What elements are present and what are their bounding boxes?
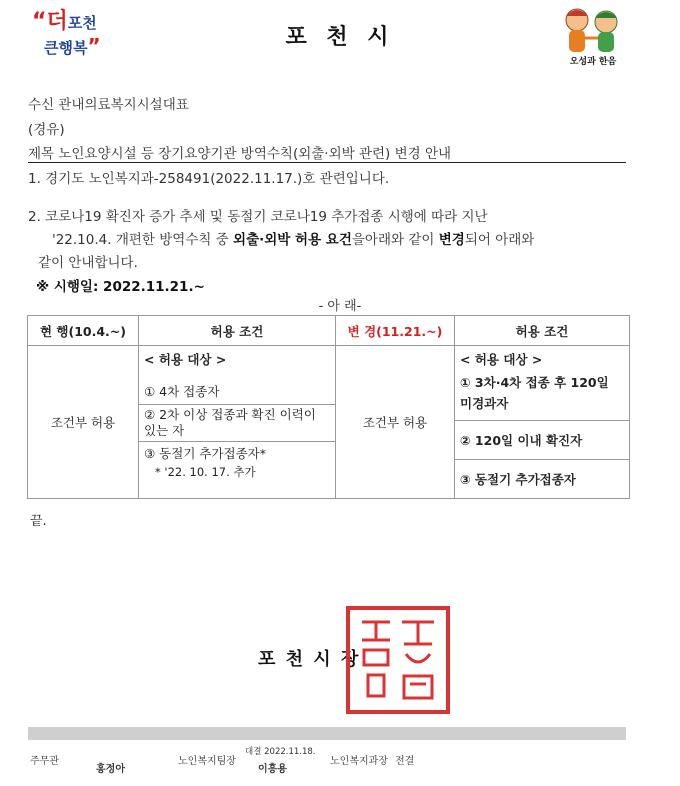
drafter-name: 홍정아	[96, 764, 125, 775]
subject: 제목 노인요양시설 등 장기요양기관 방역수칙(외출·외박 관련) 변경 안내	[28, 146, 452, 162]
drafter-role: 주무관	[30, 756, 59, 767]
header-changed: 변 경(11.21.~)	[336, 316, 455, 346]
condition-table	[27, 315, 630, 499]
approval-stamp: 대결 2022.11.18.	[245, 747, 316, 757]
quote-mark-close: ”	[87, 34, 101, 58]
changed-status: 조건부 허용	[336, 346, 455, 499]
effective-date: ※ 시행일: 2022.11.21.~	[36, 279, 205, 295]
current-item-2: ② 2차 이상 접종과 확진 이력이 있는 자	[139, 405, 335, 442]
current-target-label: < 허용 대상 >	[144, 352, 227, 367]
current-item-1: ① 4차 접종자	[139, 372, 335, 405]
new-target-label: < 허용 대상 >	[460, 352, 543, 367]
recipient: 수신 관내의료복지시설대표	[28, 97, 189, 113]
logo-text-3: 큰행복	[44, 39, 88, 57]
header-condition-2: 허용 조건	[455, 316, 630, 346]
document-title: 포 천 시	[285, 25, 395, 50]
item-2-text-e: 되어 아래와	[464, 232, 535, 248]
lead-role: 노인복지팀장	[178, 756, 236, 767]
lead-name: 이흥용	[258, 764, 287, 775]
header-condition-1: 허용 조건	[139, 316, 336, 346]
chief-status: 전결	[395, 756, 415, 767]
header-current: 현 행(10.4.~)	[28, 316, 139, 346]
current-conditions	[139, 346, 336, 499]
signer-title: 포 천 시 장	[258, 649, 361, 670]
new-item-1: ① 3차·4차 접종 후 120일 미경과자	[455, 370, 629, 421]
new-conditions	[455, 346, 630, 499]
current-item-3: ③ 동절기 추가접종자*	[144, 446, 267, 461]
via: (경유)	[28, 122, 65, 138]
mascot-caption: 오성과 한음	[569, 57, 617, 67]
item-2-text-a: '22.10.4. 개편한 방역수칙 중	[52, 232, 234, 248]
current-status: 조건부 허용	[28, 346, 139, 499]
chief-role: 노인복지과장	[330, 756, 388, 767]
end-mark: 끝.	[30, 514, 47, 529]
footer-bar	[28, 727, 626, 740]
item-1: 1. 경기도 노인복지과-258491(2022.11.17.)호 관련입니다.	[28, 171, 390, 187]
item-2	[28, 206, 630, 275]
item-2-bold-b: 변경	[438, 232, 465, 248]
logo-text-2: 포천	[67, 14, 97, 32]
item-2-line2	[28, 229, 630, 252]
logo-text-1: 더	[46, 9, 68, 34]
below-heading: - 아 래-	[318, 299, 362, 314]
divider	[28, 162, 626, 163]
official-seal-icon	[346, 606, 450, 714]
new-item-3: ③ 동절기 추가접종자	[460, 472, 576, 487]
item-2-text-c: 을아래와 같이	[351, 232, 439, 248]
item-2-bold-a: 외출·외박 허용 요건	[233, 232, 352, 248]
item-2-line3: 같이 안내합니다.	[38, 255, 138, 271]
new-item-2: ② 120일 이내 확진자	[455, 421, 629, 460]
item-2-line1: 2. 코로나19 확진자 증가 추세 및 동절기 코로나19 추가접종 시행에 따라 지난	[28, 209, 488, 225]
current-note: * '22. 10. 17. 추가	[155, 465, 256, 479]
quote-mark: “	[32, 9, 47, 34]
